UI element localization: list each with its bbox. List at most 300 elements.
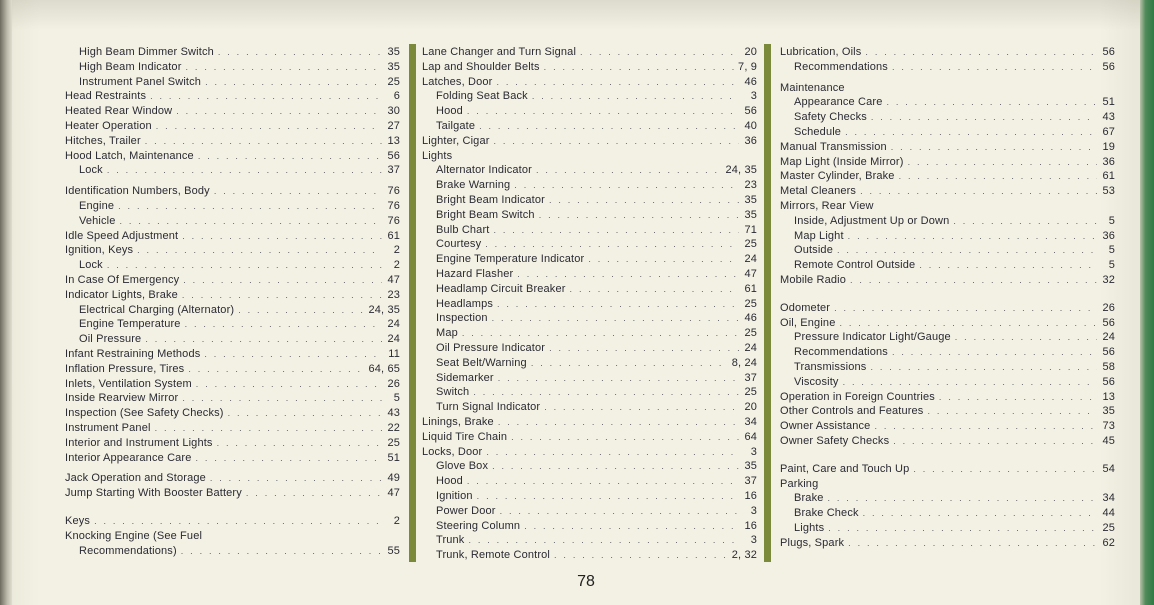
dot-leader [468, 533, 739, 548]
dot-leader [834, 301, 1097, 316]
index-entry-label: Schedule [794, 125, 842, 138]
dot-leader [467, 104, 739, 119]
index-entry-page: 8, 24 [731, 356, 757, 369]
dot-leader [462, 326, 739, 341]
dot-leader [205, 75, 382, 90]
index-entry-label: Paint, Care and Touch Up [780, 462, 910, 475]
dot-leader [524, 519, 739, 534]
index-entry-page: 76 [387, 214, 400, 227]
dot-leader [204, 347, 382, 362]
index-entry [65, 406, 400, 421]
index-entry [422, 489, 757, 504]
index-entry-page: 26 [387, 377, 400, 390]
index-entry-page: 36 [1102, 155, 1115, 168]
index-entry-label: Keys [65, 514, 91, 527]
dot-leader [580, 45, 739, 60]
index-entry [65, 119, 400, 134]
index-entry-label: Heater Operation [65, 119, 152, 132]
index-entry [422, 297, 757, 312]
index-entry-label: Map Light [794, 229, 844, 242]
index-entry-label: Heated Rear Window [65, 105, 173, 118]
index-entry-label: High Beam Dimmer Switch [79, 46, 214, 58]
index-entry-page: 76 [387, 199, 400, 212]
index-entry-label: Appearance Care [794, 96, 883, 109]
dot-leader [107, 163, 382, 178]
index-entry-label: Lock [79, 259, 103, 272]
index-entry-label: In Case Of Emergency [65, 273, 180, 286]
index-entry-page: 2 [393, 244, 400, 257]
index-entry-label: Jump Starting With Booster Battery [65, 487, 242, 500]
index-entry [780, 390, 1115, 405]
index-entry-page: 20 [744, 401, 757, 414]
dot-leader [218, 45, 382, 60]
index-entry-page: 25 [744, 297, 757, 310]
dot-leader [828, 521, 1097, 536]
index-entry [780, 169, 1115, 184]
index-entry-page: 47 [387, 487, 400, 500]
dot-leader [150, 89, 382, 104]
index-column-2 [422, 45, 757, 563]
index-entry-page: 2, 32 [731, 549, 757, 562]
index-entry-label: Lock [79, 164, 103, 177]
index-entry [422, 430, 757, 445]
index-entry-label: Maintenance [780, 81, 845, 94]
index-entry-page: 46 [744, 312, 757, 325]
dot-leader [107, 258, 382, 273]
index-entry-page: 53 [1102, 185, 1115, 198]
index-entry-label: Vehicle [79, 214, 116, 227]
index-entry [780, 506, 1115, 521]
index-entry-label: Liquid Tire Chain [422, 430, 508, 443]
dot-leader [196, 377, 382, 392]
index-entry-page: 43 [387, 407, 400, 420]
dot-leader [549, 341, 739, 356]
dot-leader [238, 303, 364, 318]
index-entry-page: 25 [744, 327, 757, 340]
index-entry-page: 25 [744, 386, 757, 399]
index-entry [65, 89, 400, 104]
index-entry-page: 3 [750, 534, 757, 547]
dot-leader [913, 462, 1097, 477]
index-entry-page: 47 [744, 267, 757, 280]
index-entry [780, 214, 1115, 229]
index-entry-page: 58 [1102, 360, 1115, 373]
index-entry-page: 25 [387, 75, 400, 88]
index-entry [422, 519, 757, 534]
index-entry-label: Ignition, Keys [65, 244, 134, 257]
index-entry [422, 89, 757, 104]
index-entry [65, 377, 400, 392]
index-column-3 [780, 45, 1115, 551]
index-entry-page: 25 [387, 436, 400, 449]
dot-leader [955, 330, 1097, 345]
index-entry [780, 110, 1115, 125]
dot-leader [517, 267, 739, 282]
index-entry-page: 46 [744, 75, 757, 88]
dot-leader [828, 491, 1098, 506]
dot-leader [156, 119, 382, 134]
index-entry-label: Latches, Door [422, 75, 493, 88]
index-entry [65, 184, 400, 199]
index-entry-label: Lubrication, Oils [780, 46, 862, 58]
index-entry-label: Inspection (See Safety Checks) [65, 407, 224, 420]
index-entry-page: 37 [387, 164, 400, 177]
index-entry [65, 471, 400, 486]
index-entry-page: 35 [744, 193, 757, 206]
index-entry [422, 371, 757, 386]
index-entry [780, 140, 1115, 155]
dot-leader [217, 436, 382, 451]
index-entry [780, 462, 1115, 477]
index-entry-label: Headlamps [436, 297, 493, 310]
index-entry-page: 13 [1102, 390, 1115, 403]
index-entry-page: 40 [744, 119, 757, 132]
index-entry-label: Engine Temperature [79, 318, 181, 331]
index-entry-label: Odometer [780, 301, 831, 314]
index-entry-page: 16 [744, 519, 757, 532]
dot-leader [544, 400, 739, 415]
index-entry-page: 25 [1102, 521, 1115, 534]
index-entry-label: Lights [422, 149, 453, 162]
index-entry [65, 243, 400, 258]
dot-leader [183, 273, 382, 288]
book-spine-edge [0, 0, 12, 605]
index-entry-page: 34 [1102, 492, 1115, 505]
index-entry [422, 119, 757, 134]
dot-leader [514, 178, 739, 193]
index-entry-page: 20 [744, 46, 757, 58]
dot-leader [467, 474, 739, 489]
index-entry-page: 62 [1102, 536, 1115, 549]
index-entry-page: 24 [387, 333, 400, 346]
index-entry-label: Hood [436, 475, 463, 488]
index-entry-label: Seat Belt/Warning [436, 356, 527, 369]
dot-leader [837, 243, 1097, 258]
index-entry [422, 149, 757, 164]
index-entry [422, 341, 757, 356]
index-entry-page: 64 [744, 430, 757, 443]
index-entry [422, 178, 757, 193]
dot-leader [186, 60, 382, 75]
index-entry [65, 303, 400, 318]
index-entry-page: 34 [744, 415, 757, 428]
index-entry-label: High Beam Indicator [79, 60, 182, 73]
dot-leader [496, 75, 739, 90]
index-entry [422, 45, 757, 60]
index-entry-label: Recommendations) [79, 544, 177, 557]
index-entry-page: 25 [744, 238, 757, 251]
dot-leader [155, 421, 382, 436]
index-entry-label: Trunk [436, 534, 465, 547]
index-entry-page: 24, 35 [725, 164, 757, 177]
index-entry [422, 548, 757, 563]
index-entry-label: Outside [794, 244, 833, 257]
index-entry-page: 2 [393, 514, 400, 527]
index-entry-page: 71 [744, 223, 757, 236]
index-entry [65, 529, 400, 544]
index-entry [780, 258, 1115, 273]
index-entry-page: 47 [387, 273, 400, 286]
index-entry [422, 208, 757, 223]
index-entry-page: 24 [744, 253, 757, 266]
dot-leader [214, 184, 382, 199]
index-entry [65, 544, 400, 559]
index-entry [780, 434, 1115, 449]
index-entry [422, 193, 757, 208]
index-entry [65, 288, 400, 303]
index-entry-page: 2 [393, 259, 400, 272]
dot-leader [892, 345, 1097, 360]
index-entry-label: Inlets, Ventilation System [65, 377, 192, 390]
index-entry-label: Inspection [436, 312, 488, 325]
index-entry-label: Hazard Flasher [436, 267, 514, 280]
dot-leader [919, 258, 1097, 273]
index-entry-page: 54 [1102, 462, 1115, 475]
index-entry-label: Courtesy [436, 238, 482, 251]
index-entry-label: Map Light (Inside Mirror) [780, 155, 904, 168]
dot-leader [848, 229, 1097, 244]
dot-leader [120, 214, 382, 229]
dot-leader [953, 214, 1097, 229]
dot-leader [871, 110, 1097, 125]
index-entry-page: 56 [1102, 46, 1115, 58]
index-entry-page: 23 [387, 288, 400, 301]
index-entry-page: 24 [1102, 331, 1115, 344]
index-entry-label: Identification Numbers, Body [65, 185, 210, 198]
index-entry [422, 459, 757, 474]
index-entry-label: Interior and Instrument Lights [65, 436, 213, 449]
index-entry [422, 267, 757, 282]
index-entry-page: 7, 9 [738, 60, 757, 73]
index-entry-label: Locks, Door [422, 445, 483, 458]
index-entry [780, 345, 1115, 360]
index-entry-label: Electrical Charging (Alternator) [79, 303, 235, 316]
index-entry-label: Instrument Panel Switch [79, 75, 202, 88]
top-shade [0, 0, 1154, 30]
dot-leader [927, 404, 1097, 419]
index-entry [422, 75, 757, 90]
dot-leader [570, 282, 739, 297]
index-entry [422, 134, 757, 149]
dot-leader [848, 536, 1097, 551]
index-entry-page: 26 [1102, 301, 1115, 314]
index-entry-label: Steering Column [436, 519, 521, 532]
index-entry-label: Manual Transmission [780, 140, 887, 153]
index-entry [65, 362, 400, 377]
index-entry-page: 3 [750, 504, 757, 517]
index-entry [422, 504, 757, 519]
index-entry [780, 330, 1115, 345]
index-entry-page: 49 [387, 472, 400, 485]
index-entry-page: 35 [1102, 405, 1115, 418]
index-entry-page: 45 [1102, 434, 1115, 447]
index-entry-page: 61 [744, 282, 757, 295]
index-entry-label: Infant Restraining Methods [65, 347, 201, 360]
dot-leader [497, 297, 739, 312]
index-entry-label: Transmissions [794, 360, 867, 373]
dot-leader [588, 252, 739, 267]
dot-leader [492, 311, 739, 326]
index-entry-page: 11 [388, 347, 400, 360]
index-entry [780, 521, 1115, 536]
index-entry-page: 27 [387, 119, 400, 132]
index-entry [780, 491, 1115, 506]
index-entry-label: Lane Changer and Turn Signal [422, 46, 577, 58]
index-tab-edge [1140, 0, 1154, 605]
dot-leader [554, 548, 728, 563]
index-entry [65, 149, 400, 164]
index-entry-label: Inside, Adjustment Up or Down [794, 214, 950, 227]
index-entry [780, 45, 1115, 60]
index-entry-label: Metal Cleaners [780, 185, 857, 198]
index-entry-label: Owner Safety Checks [780, 434, 890, 447]
index-entry [780, 536, 1115, 551]
dot-leader [870, 360, 1097, 375]
index-entry-label: Brake [794, 492, 824, 505]
index-entry [65, 486, 400, 501]
index-entry-page: 56 [1102, 375, 1115, 388]
dot-leader [176, 104, 382, 119]
index-entry [65, 436, 400, 451]
index-entry-label: Trunk, Remote Control [436, 549, 551, 562]
index-entry-label: Bright Beam Switch [436, 208, 535, 221]
dot-leader [498, 371, 739, 386]
index-entry [422, 533, 757, 548]
index-entry-label: Recommendations [794, 60, 888, 73]
index-entry [65, 199, 400, 214]
dot-leader [892, 60, 1097, 75]
index-entry [65, 317, 400, 332]
index-entry-label: Tailgate [436, 119, 476, 132]
dot-leader [874, 419, 1097, 434]
index-entry-page: 24 [744, 341, 757, 354]
index-entry-label: Bulb Chart [436, 223, 490, 236]
index-entry-label: Recommendations [794, 346, 888, 359]
index-entry-page: 61 [1102, 170, 1115, 183]
index-entry [422, 163, 757, 178]
dot-leader [473, 385, 739, 400]
index-entry-page: 3 [750, 90, 757, 103]
index-entry [780, 199, 1115, 214]
index-entry-label: Brake Warning [436, 179, 511, 192]
index-entry [422, 415, 757, 430]
dot-leader [886, 95, 1097, 110]
index-entry-label: Viscosity [794, 375, 839, 388]
dot-leader [181, 544, 382, 559]
dot-leader [899, 169, 1097, 184]
index-entry-label: Hood Latch, Maintenance [65, 149, 194, 162]
index-entry-page: 3 [750, 445, 757, 458]
index-entry-label: Interior Appearance Care [65, 451, 192, 464]
dot-leader [536, 163, 722, 178]
index-entry [780, 375, 1115, 390]
index-entry-label: Lights [794, 521, 825, 534]
dot-leader [486, 445, 739, 460]
index-entry-page: 22 [387, 421, 400, 434]
dot-leader [477, 489, 739, 504]
index-entry [422, 311, 757, 326]
index-entry-label: Indicator Lights, Brake [65, 288, 178, 301]
index-entry-label: Power Door [436, 504, 496, 517]
dot-leader [845, 125, 1097, 140]
dot-leader [479, 119, 739, 134]
index-entry [780, 419, 1115, 434]
dot-leader [500, 504, 739, 519]
index-entry [780, 273, 1115, 288]
dot-leader [865, 45, 1097, 60]
dot-leader [893, 434, 1097, 449]
index-entry-label: Bright Beam Indicator [436, 193, 545, 206]
index-entry [65, 514, 400, 529]
index-entry [65, 60, 400, 75]
index-entry-page: 23 [744, 179, 757, 192]
index-entry-page: 24, 35 [368, 303, 400, 316]
index-entry [65, 273, 400, 288]
index-entry-label: Switch [436, 386, 470, 399]
index-entry [65, 104, 400, 119]
index-entry [780, 360, 1115, 375]
index-entry-label: Brake Check [794, 507, 859, 520]
index-entry [65, 451, 400, 466]
index-entry [780, 477, 1115, 492]
index-entry-label: Mirrors, Rear View [780, 199, 874, 212]
dot-leader [145, 134, 382, 149]
index-entry-label: Glove Box [436, 460, 489, 473]
index-entry-label: Lap and Shoulder Belts [422, 60, 540, 73]
dot-leader [182, 288, 382, 303]
index-entry [65, 391, 400, 406]
index-entry-label: Hitches, Trailer [65, 134, 141, 147]
dot-leader [939, 390, 1097, 405]
index-entry-label: Oil Pressure Indicator [436, 341, 546, 354]
index-entry-label: Master Cylinder, Brake [780, 170, 895, 183]
index-entry-page: 35 [744, 460, 757, 473]
dot-leader [182, 391, 382, 406]
dot-leader [246, 486, 382, 501]
index-entry-page: 30 [387, 105, 400, 118]
index-entry [65, 332, 400, 347]
index-entry-page: 5 [1108, 244, 1115, 257]
dot-leader [493, 223, 739, 238]
index-entry [780, 316, 1115, 331]
index-entry-page: 56 [1102, 60, 1115, 73]
dot-leader [228, 406, 382, 421]
page-number: 78 [577, 573, 595, 590]
index-entry-label: Oil, Engine [780, 316, 836, 329]
index-entry [422, 326, 757, 341]
index-entry-page: 61 [387, 229, 400, 242]
index-entry-page: 51 [1102, 96, 1115, 109]
index-entry [65, 45, 400, 60]
index-entry-page: 56 [1102, 346, 1115, 359]
index-entry [65, 347, 400, 362]
index-entry-page: 56 [1102, 316, 1115, 329]
dot-leader [145, 332, 382, 347]
index-entry-page: 36 [744, 134, 757, 147]
index-entry-page: 5 [1108, 214, 1115, 227]
index-entry-page: 55 [387, 544, 400, 557]
index-entry-page: 35 [387, 46, 400, 58]
index-entry [422, 445, 757, 460]
index-entry [65, 75, 400, 90]
index-entry-page: 51 [387, 451, 400, 464]
index-entry-label: Engine [79, 199, 115, 212]
index-entry [422, 356, 757, 371]
dot-leader [891, 140, 1097, 155]
index-entry-label: Operation in Foreign Countries [780, 390, 935, 403]
dot-leader [196, 451, 382, 466]
dot-leader [908, 155, 1097, 170]
